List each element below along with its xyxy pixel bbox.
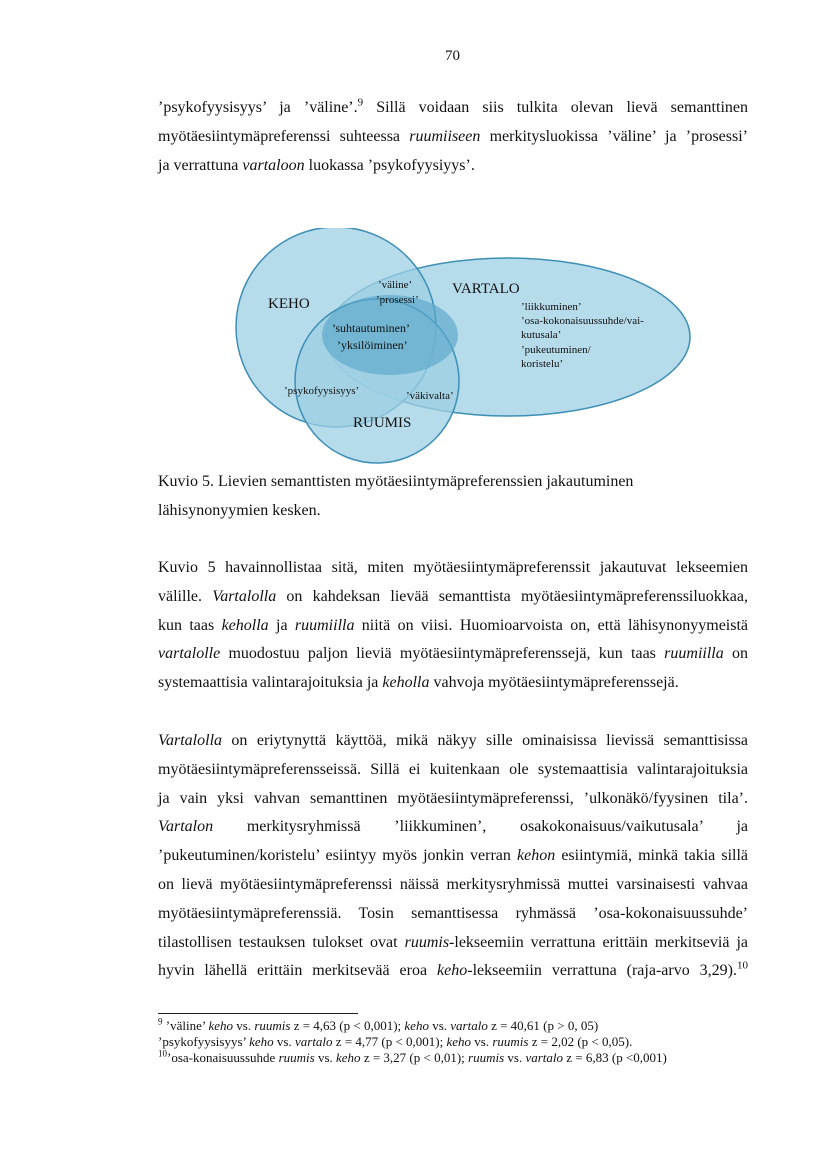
vartalo-item: ’liikkuminen’ <box>521 301 582 313</box>
text-line: tilastollisen testauksen tulokset ovat ruumis-lekseemiin verrattuna erittäin merkitseviä ja <box>158 933 748 951</box>
footnotes <box>158 1018 758 1067</box>
text-line: ’psykofyysisyys’ ja ’väline’.$^9$ Sillä voidaan siis tulkita olevan lievä semanttinen <box>158 96 748 116</box>
psykofyysisyys-label: ’psykofyysisyys’ <box>284 385 360 397</box>
figure-caption <box>158 468 748 526</box>
yksiloiminen-label: ’yksilöiminen’ <box>337 338 408 352</box>
ruumis-label: RUUMIS <box>353 415 412 431</box>
vartalo-label: VARTALO <box>452 281 520 297</box>
text-line: kun taas keholla ja ruumiilla niitä on viisi. Huomioarvoista on, että lähisynonyymeistä <box>158 616 749 634</box>
footnote-9: $^9$ ’väline’ keho vs. ruumis z = 4,63 (p < 0,001); keho vs. vartalo z = 40,61 (p > 0, 05) <box>158 1016 599 1033</box>
text-line: Kuvio 5 havainnollistaa sitä, miten myötäesiintymäpreferenssit jakautuvat lekseemien <box>158 559 748 576</box>
keho-label: KEHO <box>268 296 310 312</box>
prosessi-label: ’prosessi’ <box>376 294 419 306</box>
vakivalta-label: ’väkivalta’ <box>406 390 454 402</box>
valine-label: ’väline’ <box>378 279 413 291</box>
text-line: Vartalolla on eriytynyttä käyttöä, mikä näkyy sille ominaisissa lievissä semanttisissa <box>158 732 748 749</box>
text-line: ja verrattuna vartaloon luokassa ’psykofyysiyys’. <box>158 156 475 174</box>
text-line: myötäesiintymäpreferenssi suhteessa ruumiiseen merkitysluokissa ’väline’ ja ’prosessi’ <box>158 127 748 145</box>
text-line: vartalolle muodostuu paljon lieviä myötäesiintymäpreferenssejä, kun taas ruumiilla on <box>158 645 748 663</box>
venn-diagram <box>150 228 710 468</box>
vartalo-item: koristelu’ <box>521 358 564 370</box>
text-line: ja vain yksi vahvan semanttinen myötäesiintymäpreferenssi, ’ulkonäkö/fyysinen tila’. <box>158 789 748 807</box>
vartalo-item: kutusala’ <box>521 329 562 341</box>
paragraph-3 <box>158 727 748 986</box>
text-line: hyvin lähellä erittäin merkitsevää eroa keho-lekseemiin verrattuna (raja-arvo 3,29).$^{10}$ <box>158 960 748 980</box>
suhtautuminen-label: ’suhtautuminen’ <box>332 321 410 335</box>
footnote-9-cont: ’psykofyysisyys’ keho vs. vartalo z = 4,77 (p < 0,001); keho vs. ruumis z = 2,02 (p < 0,05). <box>158 1034 633 1050</box>
text-line: myötäesiintymäpreferenssiä. Tosin semanttisessa ryhmässä ’osa-kokonaisuussuhde’ <box>158 904 748 922</box>
page-number: 70 <box>445 48 460 64</box>
triple-overlap <box>322 295 458 375</box>
text-line: systemaattisia valintarajoituksia ja keholla vahvoja myötäesiintymäpreferenssejä. <box>158 674 679 692</box>
venn-svg <box>150 228 710 468</box>
text-line: ’pukeutuminen/koristelu’ esiintyy myös jonkin verran kehon esiintymiä, minkä takia sillä <box>158 847 749 865</box>
caption-line: Kuvio 5. Lievien semanttisten myötäesiintymäpreferenssien jakautuminen <box>158 473 634 490</box>
vartalo-item: ’pukeutuminen/ <box>521 344 591 356</box>
text-line: välille. Vartalolla on kahdeksan lievää semanttista myötäesiintymäpreferenssiluokkaa, <box>158 587 749 605</box>
footnote-separator <box>158 1013 358 1014</box>
paragraph-2 <box>158 554 748 698</box>
caption-line: lähisynonyymien kesken. <box>158 501 321 519</box>
vartalo-item: ’osa-kokonaisuussuhde/vai- <box>521 315 644 327</box>
text-line: on lievä myötäesiintymäpreferenssi näissä merkitysryhmissä muttei varsinaisesti vahvaa <box>158 875 748 893</box>
paragraph-intro <box>158 94 748 180</box>
footnote-10: $^{10}$’osa-konaisuussuhde ruumis vs. keho z = 3,27 (p < 0,01); ruumis vs. vartalo z = 6,83 (p <0,001) <box>158 1049 667 1066</box>
text-line: myötäesiintymäpreferensseissä. Sillä ei kuitenkaan ole systemaattisia valintarajoituksia <box>158 760 748 778</box>
text-line: Vartalon merkitysryhmissä ’liikkuminen’, osakokonaisuus/vaikutusala’ ja <box>158 818 748 836</box>
